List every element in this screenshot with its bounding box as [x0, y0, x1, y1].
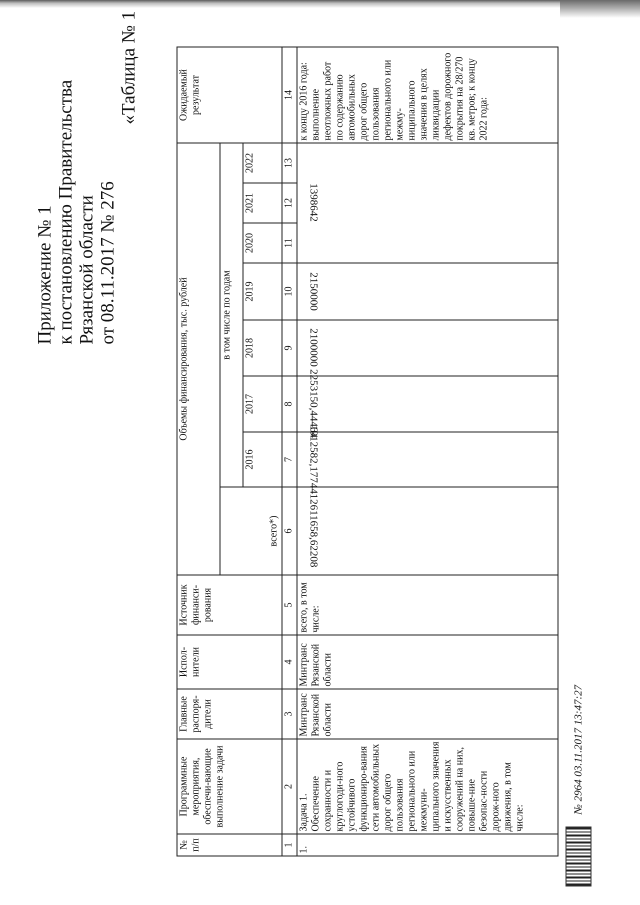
header-year-2019: 2019 — [243, 263, 282, 320]
appendix-line-4: от 08.11.2017 № 276 — [97, 181, 119, 345]
row-program: Задача 1. Обеспечение сохранности и круглогоди-ного устойчивого функциониро-вания сети автомобильных дорог общего пользования регионального или межмуни-ципального значения и искусственных сооружений на них, повыше-ние безопас-ности дорож-ного движения, в том числе: — [297, 739, 558, 834]
col-number: 1 — [282, 834, 297, 856]
col-number: 2 — [282, 739, 297, 834]
col-number: 14 — [282, 47, 297, 143]
row-total-cell — [297, 487, 558, 575]
row-managers: Минтранс Рязанской области — [297, 689, 558, 739]
header-executors: Испол-нители — [177, 635, 282, 689]
row-2018-cell — [297, 320, 558, 376]
header-total: всего*) — [220, 487, 282, 575]
financing-table — [177, 47, 559, 857]
row-2020-2022-cell — [297, 143, 558, 263]
header-year-2020: 2020 — [243, 223, 282, 263]
col-number: 6 — [282, 487, 297, 575]
header-managers: Главные распоря-дители — [177, 689, 282, 739]
row-2017-cell — [297, 369, 558, 439]
col-number: 8 — [282, 376, 297, 432]
header-year-2022: 2022 — [243, 143, 282, 183]
row-num: 1. — [297, 834, 558, 856]
header-program: Программные мероприятия, обеспечи-вающие выполнение задачи — [177, 739, 282, 834]
header-year-2016: 2016 — [243, 432, 282, 487]
col-number: 5 — [282, 575, 297, 635]
header-year-2018: 2018 — [243, 320, 282, 376]
col-number: 4 — [282, 635, 297, 689]
registration-stamp — [566, 685, 592, 887]
col-number: 13 — [282, 143, 297, 183]
header-source: Источник финанси-рования — [177, 575, 282, 635]
header-year-2017: 2017 — [243, 376, 282, 432]
col-number: 10 — [282, 263, 297, 320]
column-number-row — [282, 47, 297, 856]
col-number: 9 — [282, 320, 297, 376]
doc-number: № 2964 03.11.2017 13:47:27 — [572, 684, 585, 815]
row-source: всего, в том числе: — [297, 575, 558, 635]
header-by-years: в том числе по годам — [220, 143, 243, 487]
appendix-line-1: Приложение № 1 — [34, 205, 56, 345]
row-2016: 1912582,17744 — [307, 425, 320, 494]
table-row — [297, 47, 558, 856]
header-year-2021: 2021 — [243, 183, 282, 223]
document-sheet — [1, 0, 640, 905]
row-total: 12611658,62208 — [307, 494, 320, 568]
appendix-line-3: Рязанской области — [76, 195, 98, 345]
header-volumes: Объемы финансирования, тыс. рублей — [177, 143, 220, 575]
table-number-label: «Таблица № 1 — [118, 10, 140, 125]
col-number: 12 — [282, 183, 297, 223]
appendix-heading — [35, 15, 119, 345]
col-number: 3 — [282, 689, 297, 739]
row-2016-cell — [297, 425, 558, 494]
row-2017: 2253150,44464 — [307, 369, 320, 439]
row-2019-cell — [297, 263, 558, 320]
header-result: Ожидаемый результат — [177, 47, 282, 143]
barcode-icon — [566, 827, 592, 887]
appendix-line-2: к постановлению Правительства — [55, 79, 77, 345]
header-num: № п/п — [177, 834, 282, 856]
col-number: 7 — [282, 432, 297, 487]
row-result: к концу 2016 года: выполнение неотложных работ по содержанию автомобильных дорог общего пользования регионального или межму-ниципального значения в целях ликвидации дефектов дорожного покрытия на 28/270 кв. метров; к концу 2022 года: — [297, 47, 558, 143]
row-executors: Минтранс Рязанской области — [297, 635, 558, 689]
row-2018: 2100000 — [307, 328, 320, 368]
col-number: 11 — [282, 223, 297, 263]
row-2020-2022: 1398642 — [307, 183, 320, 223]
row-2019: 2150000 — [307, 272, 320, 311]
